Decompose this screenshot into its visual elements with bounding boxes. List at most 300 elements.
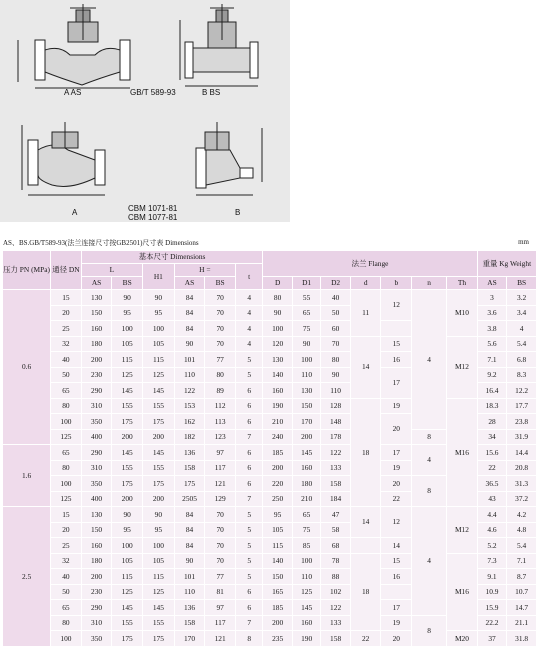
l-bs-cell: 100 — [112, 538, 143, 554]
h-bs-cell: 112 — [205, 398, 236, 414]
bolt-d-cell: 18 — [350, 553, 381, 631]
h-as-cell: 182 — [174, 429, 205, 445]
dn-cell: 32 — [51, 553, 82, 569]
d1-cell: 150 — [292, 398, 320, 414]
d1-cell: 85 — [292, 538, 320, 554]
bolt-d-cell: 22 — [350, 631, 381, 647]
h-bs-cell: 77 — [205, 569, 236, 585]
weight-bs-cell: 20.8 — [507, 460, 537, 476]
t-cell: 7 — [235, 615, 262, 631]
table-row — [3, 631, 537, 647]
b-cell: 12 — [381, 507, 412, 538]
l-bs-cell: 145 — [112, 445, 143, 461]
n-cell: 8 — [412, 615, 447, 646]
d1-cell: 110 — [292, 367, 320, 383]
l-as-cell: 290 — [81, 383, 112, 399]
h-as-cell: 158 — [174, 460, 205, 476]
b-cell: 16 — [381, 569, 412, 585]
dn-cell: 80 — [51, 615, 82, 631]
table-row — [3, 507, 537, 523]
weight-as-cell: 5.6 — [477, 336, 507, 352]
header-bolt-d: d — [350, 277, 381, 290]
weight-bs-cell: 6.8 — [507, 352, 537, 368]
t-cell: 6 — [235, 398, 262, 414]
d1-cell: 125 — [292, 584, 320, 600]
weight-bs-cell: 12.2 — [507, 383, 537, 399]
d1-cell: 180 — [292, 476, 320, 492]
weight-as-cell: 10.9 — [477, 584, 507, 600]
d-cell: 115 — [263, 538, 293, 554]
h1-cell: 115 — [143, 352, 175, 368]
dn-cell: 50 — [51, 584, 82, 600]
t-cell: 4 — [235, 321, 262, 337]
d-cell: 95 — [263, 507, 293, 523]
header-th: Th — [447, 277, 478, 290]
h-as-cell: 101 — [174, 569, 205, 585]
t-cell: 5 — [235, 522, 262, 538]
l-bs-cell: 155 — [112, 398, 143, 414]
h-as-cell: 84 — [174, 321, 205, 337]
h-as-cell: 84 — [174, 522, 205, 538]
dn-cell: 40 — [51, 352, 82, 368]
dn-cell: 100 — [51, 414, 82, 430]
weight-as-cell: 15.6 — [477, 445, 507, 461]
d1-cell: 190 — [292, 631, 320, 647]
header-basic-dimensions: 基本尺寸 Dimensions — [81, 251, 263, 264]
dn-cell: 50 — [51, 367, 82, 383]
h1-cell: 95 — [143, 305, 175, 321]
h-as-cell: 122 — [174, 383, 205, 399]
weight-as-cell: 18.3 — [477, 398, 507, 414]
weight-as-cell: 37 — [477, 631, 507, 647]
l-as-cell: 310 — [81, 398, 112, 414]
weight-bs-cell: 31.8 — [507, 631, 537, 647]
weight-as-cell: 43 — [477, 491, 507, 507]
weight-bs-cell: 17.7 — [507, 398, 537, 414]
d-cell: 80 — [263, 290, 293, 306]
d2-cell: 60 — [321, 321, 351, 337]
h1-cell: 90 — [143, 507, 175, 523]
l-as-cell: 350 — [81, 476, 112, 492]
header-pn: 压力 PN (MPa) — [3, 251, 51, 290]
l-as-cell: 310 — [81, 615, 112, 631]
n-cell: 8 — [412, 476, 447, 507]
table-body — [3, 290, 537, 647]
d2-cell: 148 — [321, 414, 351, 430]
d1-cell: 160 — [292, 615, 320, 631]
l-bs-cell: 125 — [112, 584, 143, 600]
b-cell: 19 — [381, 460, 412, 476]
h-as-cell: 2505 — [174, 491, 205, 507]
l-bs-cell: 100 — [112, 321, 143, 337]
l-as-cell: 310 — [81, 460, 112, 476]
label-cbm-1077: CBM 1077-81 — [128, 213, 178, 222]
b-cell: 14 — [381, 538, 412, 554]
h-as-cell: 136 — [174, 600, 205, 616]
weight-as-cell: 3 — [477, 290, 507, 306]
d1-cell: 65 — [292, 305, 320, 321]
d2-cell: 70 — [321, 336, 351, 352]
valve-a-cbm-drawing — [22, 122, 105, 195]
bolt-d-cell: 18 — [350, 398, 381, 507]
weight-bs-cell: 8.3 — [507, 367, 537, 383]
table-header — [3, 251, 537, 290]
d2-cell: 58 — [321, 522, 351, 538]
d2-cell: 158 — [321, 476, 351, 492]
d2-cell: 78 — [321, 553, 351, 569]
weight-bs-cell: 8.7 — [507, 569, 537, 585]
header-weight-as: AS — [477, 277, 507, 290]
weight-bs-cell: 4.8 — [507, 522, 537, 538]
h-as-cell: 84 — [174, 290, 205, 306]
header-h: H = — [174, 264, 235, 277]
d2-cell: 68 — [321, 538, 351, 554]
h1-cell: 100 — [143, 538, 175, 554]
dn-cell: 125 — [51, 429, 82, 445]
n-cell: 8 — [412, 429, 447, 445]
d1-cell: 200 — [292, 429, 320, 445]
b-cell: 15 — [381, 336, 412, 352]
h1-cell: 145 — [143, 445, 175, 461]
d2-cell: 133 — [321, 460, 351, 476]
header-l: L — [81, 264, 142, 277]
weight-bs-cell: 23.8 — [507, 414, 537, 430]
valve-b-cbm-drawing — [196, 122, 262, 195]
header-t: t — [235, 264, 262, 290]
th-cell: M12 — [447, 336, 478, 398]
b-cell: 15 — [381, 553, 412, 569]
l-bs-cell: 175 — [112, 476, 143, 492]
weight-bs-cell: 37.2 — [507, 491, 537, 507]
weight-bs-cell: 3.2 — [507, 290, 537, 306]
weight-as-cell: 7.3 — [477, 553, 507, 569]
d2-cell: 158 — [321, 631, 351, 647]
b-cell: 20 — [381, 414, 412, 445]
table-row — [3, 553, 537, 569]
d2-cell: 90 — [321, 367, 351, 383]
l-as-cell: 130 — [81, 507, 112, 523]
h-as-cell: 158 — [174, 615, 205, 631]
d1-cell: 100 — [292, 352, 320, 368]
pn-cell: 0.6 — [3, 290, 51, 445]
l-bs-cell: 95 — [112, 305, 143, 321]
t-cell: 4 — [235, 305, 262, 321]
th-cell: M16 — [447, 398, 478, 507]
l-as-cell: 400 — [81, 491, 112, 507]
l-as-cell: 180 — [81, 553, 112, 569]
l-bs-cell: 105 — [112, 553, 143, 569]
h-bs-cell: 70 — [205, 305, 236, 321]
label-standard: GB/T 589-93 — [130, 88, 176, 97]
l-bs-cell: 115 — [112, 352, 143, 368]
d1-cell: 65 — [292, 507, 320, 523]
label-b-bs: B BS — [202, 88, 221, 97]
h1-cell: 125 — [143, 584, 175, 600]
t-cell: 6 — [235, 476, 262, 492]
weight-as-cell: 3.8 — [477, 321, 507, 337]
unit-label: mm — [518, 238, 529, 246]
weight-as-cell: 9.1 — [477, 569, 507, 585]
weight-as-cell: 4.4 — [477, 507, 507, 523]
h-as-cell: 84 — [174, 305, 205, 321]
l-as-cell: 290 — [81, 445, 112, 461]
label-cbm-1071: CBM 1071-81 — [128, 204, 178, 213]
b-cell: 16 — [381, 352, 412, 368]
header-d1: D1 — [292, 277, 320, 290]
b-cell: 20 — [381, 476, 412, 492]
header-h-bs: BS — [205, 277, 236, 290]
h1-cell: 200 — [143, 429, 175, 445]
t-cell: 6 — [235, 414, 262, 430]
l-bs-cell: 175 — [112, 414, 143, 430]
h-as-cell: 110 — [174, 584, 205, 600]
dn-cell: 65 — [51, 600, 82, 616]
dn-cell: 32 — [51, 336, 82, 352]
header-weight: 重量 Kg Weight — [477, 251, 536, 277]
h1-cell: 175 — [143, 414, 175, 430]
h-as-cell: 84 — [174, 538, 205, 554]
l-bs-cell: 200 — [112, 491, 143, 507]
weight-as-cell: 9.2 — [477, 367, 507, 383]
bolt-d-cell: 11 — [350, 290, 381, 337]
h-as-cell: 162 — [174, 414, 205, 430]
b-cell: 17 — [381, 367, 412, 398]
table-row — [3, 336, 537, 352]
l-bs-cell: 125 — [112, 367, 143, 383]
h1-cell: 175 — [143, 476, 175, 492]
t-cell: 5 — [235, 507, 262, 523]
weight-bs-cell: 10.7 — [507, 584, 537, 600]
l-as-cell: 400 — [81, 429, 112, 445]
h1-cell: 125 — [143, 367, 175, 383]
h1-cell: 100 — [143, 321, 175, 337]
bolt-d-cell: 14 — [350, 507, 381, 538]
h1-cell: 145 — [143, 600, 175, 616]
h-bs-cell: 121 — [205, 476, 236, 492]
weight-bs-cell: 4 — [507, 321, 537, 337]
h-bs-cell: 70 — [205, 553, 236, 569]
weight-bs-cell: 14.4 — [507, 445, 537, 461]
weight-as-cell: 15.9 — [477, 600, 507, 616]
h-bs-cell: 80 — [205, 367, 236, 383]
header-l-as: AS — [81, 277, 112, 290]
d2-cell: 50 — [321, 305, 351, 321]
weight-as-cell: 22.2 — [477, 615, 507, 631]
d-cell: 120 — [263, 336, 293, 352]
h1-cell: 105 — [143, 336, 175, 352]
header-d2: D2 — [321, 277, 351, 290]
label-a: A — [72, 208, 78, 217]
t-cell: 5 — [235, 352, 262, 368]
weight-as-cell: 22 — [477, 460, 507, 476]
th-cell: M12 — [447, 507, 478, 554]
l-as-cell: 130 — [81, 290, 112, 306]
d2-cell: 102 — [321, 584, 351, 600]
d2-cell: 128 — [321, 398, 351, 414]
d-cell: 185 — [263, 600, 293, 616]
weight-bs-cell: 5.4 — [507, 336, 537, 352]
h1-cell: 175 — [143, 631, 175, 647]
valve-drawings-svg — [0, 0, 290, 222]
h-bs-cell: 81 — [205, 584, 236, 600]
l-as-cell: 350 — [81, 414, 112, 430]
dn-cell: 100 — [51, 476, 82, 492]
h1-cell: 200 — [143, 491, 175, 507]
h-bs-cell: 121 — [205, 631, 236, 647]
d-cell: 240 — [263, 429, 293, 445]
dn-cell: 20 — [51, 522, 82, 538]
dn-cell: 100 — [51, 631, 82, 647]
pn-cell: 1.6 — [3, 445, 51, 507]
d1-cell: 145 — [292, 600, 320, 616]
l-as-cell: 290 — [81, 600, 112, 616]
dn-cell: 65 — [51, 445, 82, 461]
table-caption: AS、BS.GB/T589-93(法兰连接尺寸按GB2501)尺寸表 Dimensions — [3, 239, 199, 247]
h-bs-cell: 70 — [205, 538, 236, 554]
l-bs-cell: 145 — [112, 600, 143, 616]
dimensions-table — [2, 250, 537, 647]
d-cell: 200 — [263, 460, 293, 476]
weight-bs-cell: 7.1 — [507, 553, 537, 569]
weight-bs-cell: 21.1 — [507, 615, 537, 631]
t-cell: 6 — [235, 445, 262, 461]
t-cell: 7 — [235, 429, 262, 445]
h-bs-cell: 70 — [205, 336, 236, 352]
l-bs-cell: 155 — [112, 460, 143, 476]
t-cell: 7 — [235, 491, 262, 507]
h1-cell: 105 — [143, 553, 175, 569]
h1-cell: 155 — [143, 460, 175, 476]
d-cell: 250 — [263, 491, 293, 507]
d1-cell: 110 — [292, 569, 320, 585]
d-cell: 130 — [263, 352, 293, 368]
weight-bs-cell: 31.3 — [507, 476, 537, 492]
header-d: D — [263, 277, 293, 290]
d2-cell: 110 — [321, 383, 351, 399]
h1-cell: 145 — [143, 383, 175, 399]
h-as-cell: 101 — [174, 352, 205, 368]
table-row — [3, 290, 537, 306]
d1-cell: 55 — [292, 290, 320, 306]
d-cell: 200 — [263, 615, 293, 631]
b-cell: 17 — [381, 445, 412, 461]
th-cell: M16 — [447, 553, 478, 631]
h1-cell: 95 — [143, 522, 175, 538]
header-dn: 通径 DN — [51, 251, 82, 290]
d2-cell: 178 — [321, 429, 351, 445]
h-as-cell: 175 — [174, 476, 205, 492]
h1-cell: 155 — [143, 615, 175, 631]
b-cell — [381, 321, 412, 337]
l-as-cell: 150 — [81, 522, 112, 538]
t-cell: 6 — [235, 584, 262, 600]
bolt-d-cell: 14 — [350, 336, 381, 398]
l-bs-cell: 155 — [112, 615, 143, 631]
valve-b-bs-drawing — [180, 4, 258, 86]
l-bs-cell: 175 — [112, 631, 143, 647]
table-row — [3, 398, 537, 414]
d1-cell: 145 — [292, 445, 320, 461]
header-h-as: AS — [174, 277, 205, 290]
t-cell: 4 — [235, 336, 262, 352]
d-cell: 210 — [263, 414, 293, 430]
h-as-cell: 110 — [174, 367, 205, 383]
n-cell: 4 — [412, 445, 447, 476]
weight-bs-cell: 14.7 — [507, 600, 537, 616]
h-as-cell: 90 — [174, 553, 205, 569]
h-bs-cell: 97 — [205, 445, 236, 461]
h-bs-cell: 89 — [205, 383, 236, 399]
weight-as-cell: 5.2 — [477, 538, 507, 554]
weight-as-cell: 3.6 — [477, 305, 507, 321]
h-bs-cell: 129 — [205, 491, 236, 507]
bolt-d-cell — [350, 538, 381, 554]
l-bs-cell: 90 — [112, 290, 143, 306]
l-as-cell: 200 — [81, 352, 112, 368]
d1-cell: 160 — [292, 460, 320, 476]
h-bs-cell: 70 — [205, 290, 236, 306]
h-bs-cell: 117 — [205, 460, 236, 476]
l-bs-cell: 200 — [112, 429, 143, 445]
h-bs-cell: 123 — [205, 429, 236, 445]
h-as-cell: 90 — [174, 336, 205, 352]
l-as-cell: 230 — [81, 367, 112, 383]
l-as-cell: 160 — [81, 321, 112, 337]
t-cell: 5 — [235, 538, 262, 554]
h1-cell: 155 — [143, 398, 175, 414]
header-weight-bs: BS — [507, 277, 537, 290]
d-cell: 160 — [263, 383, 293, 399]
d1-cell: 100 — [292, 553, 320, 569]
h-as-cell: 153 — [174, 398, 205, 414]
d2-cell: 133 — [321, 615, 351, 631]
d1-cell: 210 — [292, 491, 320, 507]
h-bs-cell: 70 — [205, 522, 236, 538]
h-bs-cell: 117 — [205, 615, 236, 631]
d-cell: 100 — [263, 321, 293, 337]
h-bs-cell: 70 — [205, 321, 236, 337]
d2-cell: 40 — [321, 290, 351, 306]
d-cell: 165 — [263, 584, 293, 600]
d1-cell: 130 — [292, 383, 320, 399]
dn-cell: 40 — [51, 569, 82, 585]
header-n: n — [412, 277, 447, 290]
b-cell: 19 — [381, 398, 412, 414]
dn-cell: 25 — [51, 321, 82, 337]
dn-cell: 80 — [51, 398, 82, 414]
dn-cell: 15 — [51, 507, 82, 523]
d-cell: 190 — [263, 398, 293, 414]
weight-bs-cell: 31.9 — [507, 429, 537, 445]
weight-as-cell: 4.6 — [477, 522, 507, 538]
d-cell: 185 — [263, 445, 293, 461]
t-cell: 6 — [235, 600, 262, 616]
dn-cell: 125 — [51, 491, 82, 507]
d2-cell: 47 — [321, 507, 351, 523]
b-cell: 19 — [381, 615, 412, 631]
h1-cell: 115 — [143, 569, 175, 585]
d-cell: 90 — [263, 305, 293, 321]
d1-cell: 90 — [292, 336, 320, 352]
d-cell: 235 — [263, 631, 293, 647]
l-bs-cell: 115 — [112, 569, 143, 585]
dn-cell: 20 — [51, 305, 82, 321]
d-cell: 220 — [263, 476, 293, 492]
d2-cell: 122 — [321, 600, 351, 616]
h-as-cell: 136 — [174, 445, 205, 461]
l-bs-cell: 145 — [112, 383, 143, 399]
l-bs-cell: 105 — [112, 336, 143, 352]
